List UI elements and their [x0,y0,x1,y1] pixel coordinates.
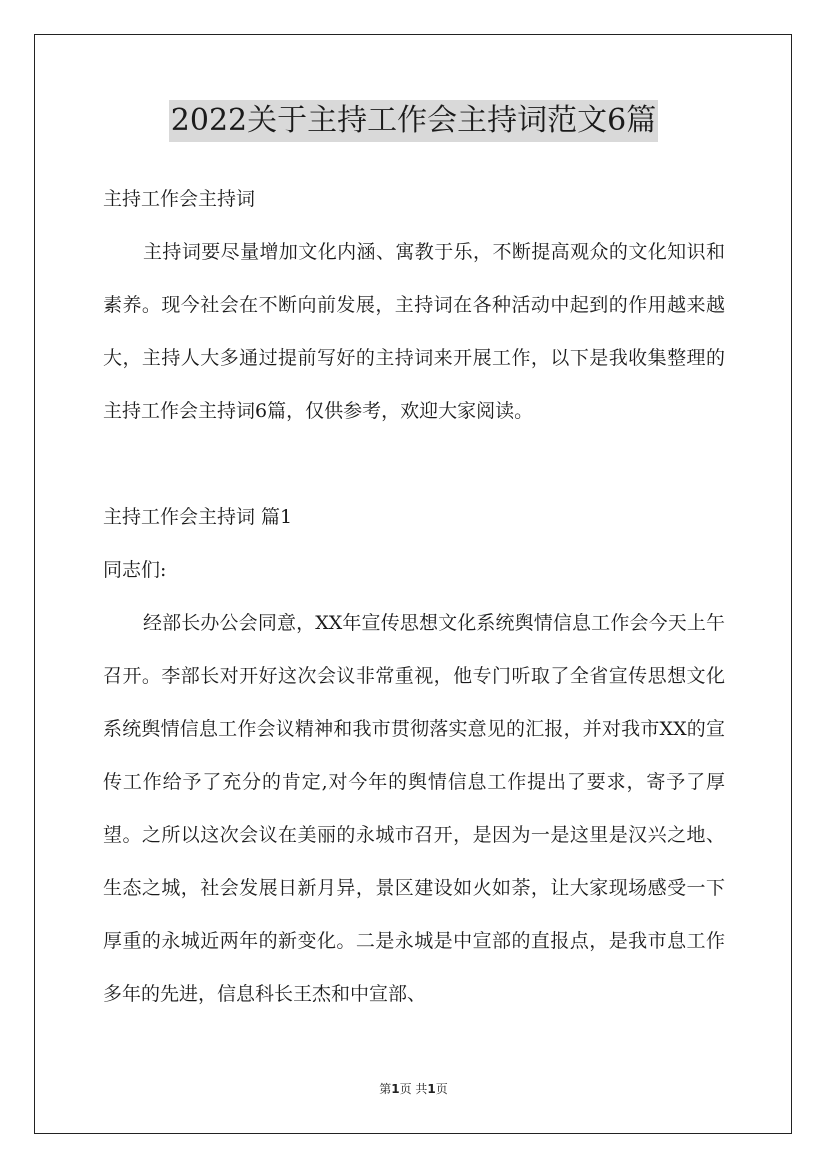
page-label-mid: 页 共 [399,1082,428,1096]
page-footer [0,1080,827,1097]
intro-paragraph: 主持词要尽量增加文化内涵、寓教于乐，不断提高观众的文化知识和素养。现今社会在不断向前发展，主持词在各种活动中起到的作用越来越大，主持人大多通过提前写好的主持词来开展工作，以下是我收集整理的主持工作会主持词6篇，仅供参考，欢迎大家阅读。 [103,241,725,422]
page-total: 1 [427,1082,436,1096]
document-title-text: 2022关于主持工作会主持词范文6篇 [169,100,658,142]
salutation: 同志们: [103,559,167,581]
page-label-prefix: 第 [379,1082,392,1096]
section1-heading: 主持工作会主持词 篇1 [103,506,293,528]
page-current: 1 [391,1082,400,1096]
body-paragraph: 经部长办公会同意，XX年宣传思想文化系统舆情信息工作会今天上午召开。李部长对开好这次会议非常重视，他专门听取了全省宣传思想文化系统舆情信息工作会议精神和我市贯彻落实意见的汇报，并对我市XX的宣传工作给予了充分的肯定,对今年的舆情信息工作提出了要求，寄予了厚望。之所以这次会议在美丽的永城市召开，是因为一是这里是汉兴之地、生态之城，社会发展日新月异，景区建设如火如荼，让大家现场感受一下厚重的永城近两年的新变化。二是永城是中宣部的直报点，是我市息工作多年的先进，信息科长王杰和中宣部、 [103,612,725,1005]
paragraph-spacer [103,438,725,491]
document-title [0,100,827,142]
page-label-suffix: 页 [435,1082,448,1096]
intro-heading: 主持工作会主持词 [103,188,256,210]
document-body [103,173,725,1021]
